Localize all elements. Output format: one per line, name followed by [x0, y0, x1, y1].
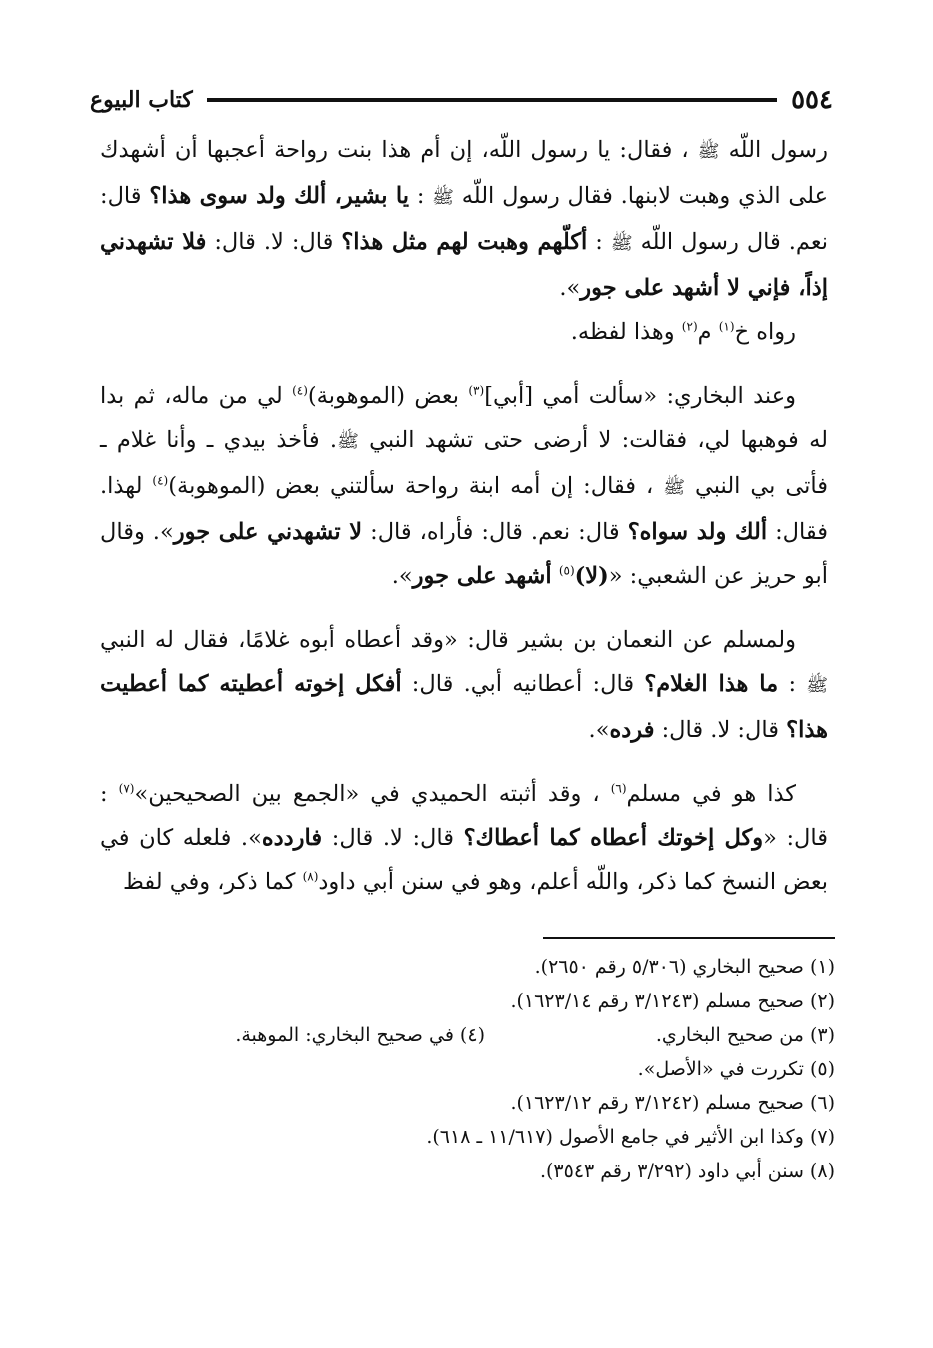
text-run: ». وقال أبو حريز عن الشعبي: « — [100, 519, 828, 589]
text-run: ، فقال: يا رسول اللّه، إن أم هذا بنت رواحة أعجبها أن أشهدك على الذي وهبت لابنها. فقال رسول اللّه — [100, 137, 828, 209]
paragraph-4 — [100, 618, 828, 752]
hadith-quote: فرده — [609, 717, 655, 743]
footnote-6: (٦) صحيح مسلم (٣/١٢٤٢ رقم ١٦٢٣/١٢). — [510, 1092, 835, 1114]
hadith-quote: أفكل إخوته أعطيته كما أعطيت هذا؟ — [100, 671, 828, 743]
hadith-quote: أكلّهم وهبت لهم مثل هذا؟ — [341, 229, 588, 255]
footnote-ref: (٣) — [468, 383, 485, 398]
footnote-2: (٢) صحيح مسلم (٣/١٢٤٣ رقم ١٦٢٣/١٤). — [510, 990, 835, 1012]
salutation-glyph: ﷺ — [610, 233, 633, 254]
hadith-quote: ألك ولد سواه؟ — [627, 519, 768, 545]
footnote-5: (٥) تكررت في «الأصل». — [637, 1058, 835, 1080]
text-run: قال: نعم. قال: فأراه، قال: — [362, 519, 628, 545]
text-run: : — [409, 183, 433, 209]
salutation-glyph: ﷺ — [697, 141, 720, 162]
footnote-ref: (٤) — [292, 383, 308, 398]
footnote-1: (١) صحيح البخاري (٥/٣٠٦ رقم ٢٦٥٠). — [534, 956, 835, 978]
hadith-quote: وكل إخوتك أعطاه كما أعطاك؟ — [463, 825, 764, 851]
salutation-glyph: ﷺ — [337, 431, 359, 452]
page-number: ٥٥٤ — [791, 85, 833, 115]
paragraph-5 — [100, 772, 828, 904]
chapter-title: كتاب البيوع — [90, 87, 193, 113]
text-run: رواه خ — [734, 319, 796, 345]
text-run: ». — [588, 717, 610, 743]
salutation-glyph: ﷺ — [432, 187, 454, 208]
footnote-ref: (٦) — [610, 781, 627, 796]
text-run: وعند البخاري: «سألت أمي [أبي] — [484, 383, 797, 409]
text-run: ». — [559, 275, 581, 301]
footnote-ref: (٤) — [152, 473, 169, 488]
footnote-ref: (٥) — [558, 563, 575, 578]
paragraph-2 — [100, 310, 828, 354]
salutation-glyph: ﷺ — [806, 675, 828, 696]
hadith-quote: لا تشهدني على جور — [173, 519, 363, 545]
footnotes — [120, 950, 835, 1188]
footnote-ref: (١) — [718, 319, 735, 334]
footnote-ref: (٢) — [681, 319, 698, 334]
text-run: كما ذكر، وفي لفظ — [123, 869, 303, 895]
salutation-glyph: ﷺ — [663, 477, 686, 498]
text-run: : — [587, 229, 611, 255]
text-run: ». — [391, 563, 413, 589]
hadith-quote: فلا تشهدني إذاً، فإني لا أشهد على جور — [100, 229, 828, 301]
hadith-quote: فاردده — [261, 825, 323, 851]
hadith-quote: (لا) — [574, 563, 609, 589]
page-header — [90, 80, 833, 120]
text-run: لي من ماله، ثم بدا له فوهبها لي، فقالت: لا أرضى حتى تشهد النبي — [100, 383, 828, 453]
text-run: : قال: « — [100, 781, 829, 851]
text-run: قال: لا. قال: — [206, 229, 342, 255]
footnote-4: (٤) في صحيح البخاري: الموهبة. — [235, 1024, 485, 1046]
footnote-row-3-4 — [120, 1018, 835, 1052]
text-run: رسول اللّه — [719, 137, 828, 163]
hadith-quote: ما هذا الغلام؟ — [644, 671, 779, 697]
text-run: ، وقد أثبته الحميدي في «الجمع بين الصحيحين» — [134, 781, 611, 807]
text-run: لهذا. فقال: — [100, 473, 828, 545]
footnote-ref: (٨) — [302, 869, 319, 884]
text-run: م — [697, 319, 719, 345]
hadith-quote: يا بشير، ألك ولد سوى هذا؟ — [149, 183, 410, 209]
footnote-separator — [543, 937, 835, 939]
text-run: قال: لا. قال: — [322, 825, 464, 851]
body-text — [100, 128, 828, 904]
text-run: وهذا لفظه. — [570, 319, 682, 345]
text-run: قال: لا. قال: — [654, 717, 787, 743]
text-run: قال: أعطانيه أبي. قال: — [401, 671, 645, 697]
paragraph-1 — [100, 128, 828, 310]
paragraph-3 — [100, 374, 828, 598]
footnote-ref: (٧) — [118, 781, 135, 796]
text-run: قال: نعم. قال رسول اللّه — [100, 183, 829, 255]
footnote-3: (٣) من صحيح البخاري. — [655, 1024, 835, 1046]
text-run: ، فقال: إن أمه ابنة رواحة سألتني بعض (الموهوبة) — [168, 473, 664, 499]
text-run: : — [778, 671, 807, 697]
text-run — [552, 563, 559, 589]
text-run: ولمسلم عن النعمان بن بشير قال: «وقد أعطاه أبوه غلامًا، فقال له النبي — [100, 627, 796, 653]
text-run: كذا هو في مسلم — [626, 781, 796, 807]
footnote-7: (٧) وكذا ابن الأثير في جامع الأصول (١١/٦١٧ ـ ٦١٨). — [426, 1126, 835, 1148]
text-run: . فأخذ بيدي ـ وأنا غلام ـ فأتى بي النبي — [100, 427, 828, 499]
text-run: ». فلعله كان في بعض النسخ كما ذكر، واللّه أعلم، وهو في سنن أبي داود — [100, 825, 828, 895]
footnote-8: (٨) سنن أبي داود (٣/٢٩٢ رقم ٣٥٤٣). — [539, 1160, 835, 1182]
hadith-quote: أشهد على جور — [412, 563, 552, 589]
text-run: بعض (الموهوبة) — [307, 383, 469, 409]
header-rule — [207, 98, 777, 102]
